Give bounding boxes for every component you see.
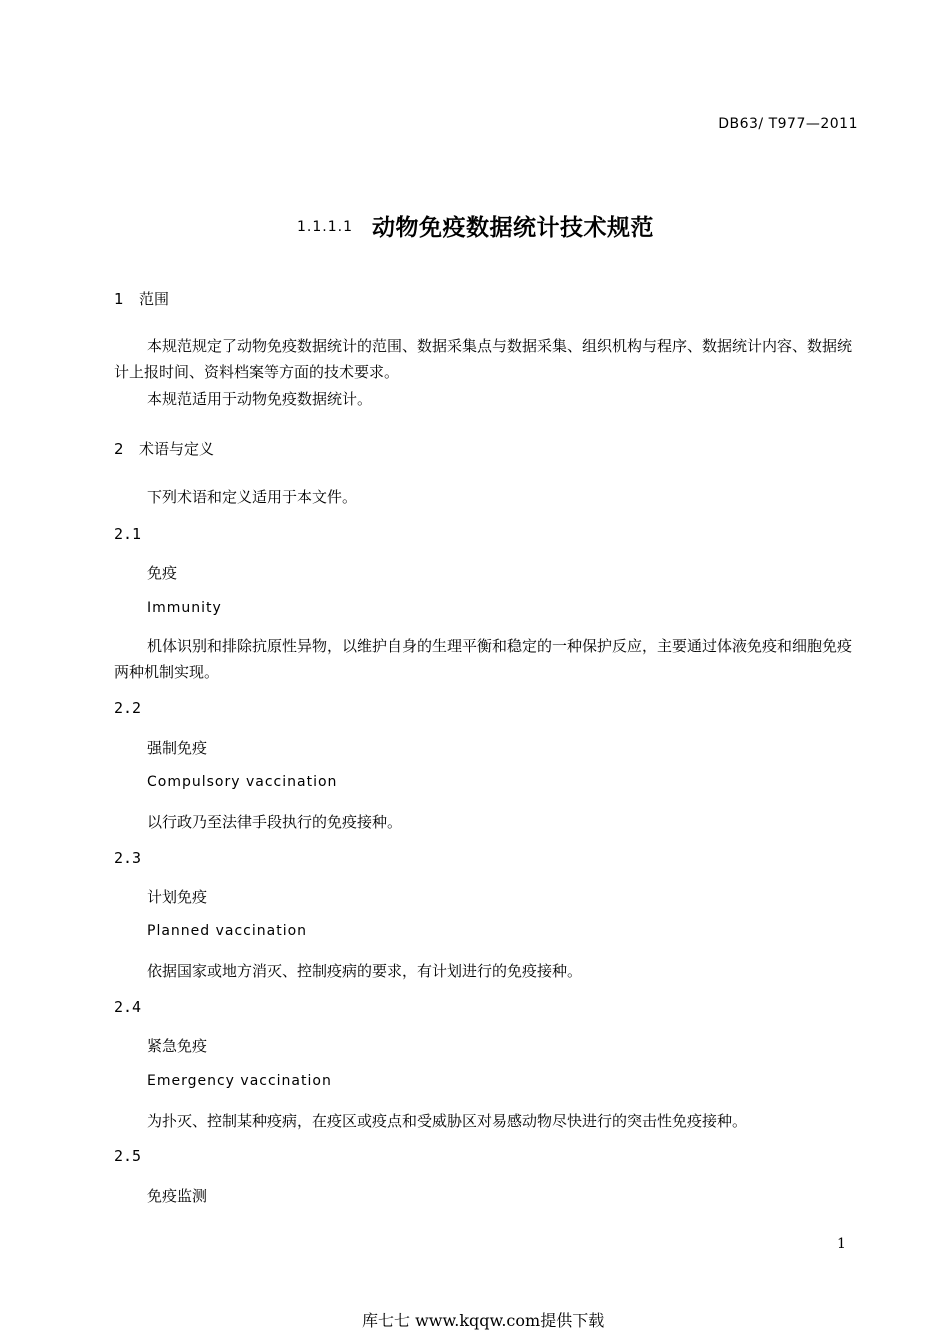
footer-download-text: 库七七 www.kqqw.com提供下载	[362, 1311, 605, 1330]
scope-applicability: 本规范适用于动物免疫数据统计。	[147, 390, 373, 408]
page-number: 1	[837, 1236, 846, 1252]
section-title: 术语与定义	[139, 440, 215, 458]
term-definition: 以行政乃至法律手段执行的免疫接种。	[147, 813, 403, 831]
term-definition: 依据国家或地方消灭、控制疫病的要求，有计划进行的免疫接种。	[147, 962, 583, 980]
term-number: 2.1	[114, 525, 142, 543]
standard-code: DB63/ T977—2011	[718, 116, 858, 132]
term-definition: 为扑灭、控制某种疫病，在疫区或疫点和受威胁区对易感动物尽快进行的突击性免疫接种。	[147, 1112, 748, 1130]
section-2-heading	[114, 438, 214, 459]
term-number: 2.4	[114, 998, 142, 1016]
term-zh: 免疫监测	[147, 1187, 208, 1205]
section-1-heading	[114, 288, 169, 309]
section-title: 范围	[139, 290, 170, 308]
section-number: 1	[114, 290, 124, 308]
term-en: Emergency vaccination	[147, 1073, 332, 1089]
term-number: 2.5	[114, 1147, 142, 1165]
term-number: 2.2	[114, 699, 142, 717]
term-en: Immunity	[147, 600, 222, 616]
terms-intro: 下列术语和定义适用于本文件。	[147, 488, 358, 506]
scope-paragraph: 本规范规定了动物免疫数据统计的范围、数据采集点与数据采集、组织机构与程序、数据统计内容、数据统计上报时间、资料档案等方面的技术要求。	[114, 337, 853, 381]
term-en: Planned vaccination	[147, 923, 308, 939]
term-zh: 免疫	[147, 564, 178, 582]
term-en: Compulsory vaccination	[147, 774, 338, 790]
title-number: 1.1.1.1	[297, 219, 353, 235]
term-zh: 紧急免疫	[147, 1037, 208, 1055]
term-number: 2.3	[114, 849, 142, 867]
section-number: 2	[114, 440, 124, 458]
term-zh: 计划免疫	[147, 888, 208, 906]
term-definition: 机体识别和排除抗原性异物，以维护自身的生理平衡和稳定的一种保护反应，主要通过体液免疫和细胞免疫两种机制实现。	[114, 637, 853, 681]
document-title: 动物免疫数据统计技术规范	[372, 215, 654, 241]
term-zh: 强制免疫	[147, 739, 208, 757]
